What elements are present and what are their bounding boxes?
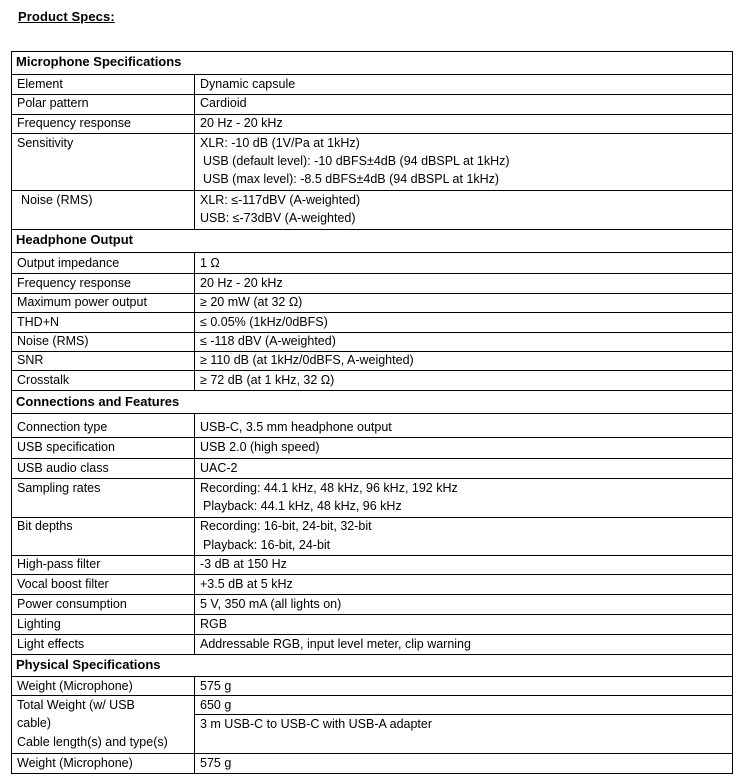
spec-value-line: USB: ≤-73dBV (A-weighted) [200, 211, 356, 225]
spec-value-line: XLR: -10 dB (1V/Pa at 1kHz) [200, 136, 360, 150]
spec-label: Output impedance [17, 256, 120, 270]
row-divider [11, 312, 733, 313]
row-divider [11, 773, 733, 774]
spec-label: Frequency response [17, 276, 131, 290]
row-divider [194, 714, 733, 715]
spec-value: +3.5 dB at 5 kHz [200, 577, 293, 591]
spec-value-line: Recording: 16-bit, 24-bit, 32-bit [200, 519, 372, 533]
spec-label: USB specification [17, 440, 115, 454]
spec-label-line: Total Weight (w/ USB [17, 698, 135, 712]
row-divider [11, 555, 733, 556]
spec-label: Noise (RMS) [21, 193, 93, 207]
row-divider [11, 437, 733, 438]
spec-value-line: XLR: ≤-117dBV (A-weighted) [200, 193, 361, 207]
row-divider [11, 695, 733, 696]
spec-label: Weight (Microphone) [17, 679, 133, 693]
spec-label: Lighting [17, 617, 61, 631]
spec-label: Sensitivity [17, 136, 74, 150]
section-title-connections: Connections and Features [16, 394, 180, 409]
spec-value: 575 g [200, 756, 232, 770]
row-divider [11, 332, 733, 333]
column-divider [194, 413, 195, 654]
spec-label: Bit depths [17, 519, 73, 533]
spec-label: SNR [17, 353, 44, 367]
spec-label: Light effects [17, 637, 85, 651]
row-divider [11, 634, 733, 635]
spec-label: Sampling rates [17, 481, 101, 495]
spec-value: ≤ -118 dBV (A-weighted) [200, 334, 336, 348]
spec-value: RGB [200, 617, 228, 631]
spec-label: Element [17, 77, 63, 91]
column-divider [194, 676, 195, 773]
spec-value: 3 m USB-C to USB-C with USB-A adapter [200, 717, 433, 731]
spec-value: 5 V, 350 mA (all lights on) [200, 597, 342, 611]
spec-value: ≥ 72 dB (at 1 kHz, 32 Ω) [200, 373, 335, 387]
row-divider [11, 517, 733, 518]
spec-value: ≤ 0.05% (1kHz/0dBFS) [200, 315, 328, 329]
spec-value: -3 dB at 150 Hz [200, 557, 287, 571]
row-divider [11, 654, 733, 655]
row-divider [11, 74, 733, 75]
row-divider [11, 229, 733, 230]
row-divider [11, 458, 733, 459]
spec-label: Cable length(s) and type(s) [17, 735, 168, 749]
spec-value-line: USB (max level): -8.5 dBFS±4dB (94 dBSPL at 1kHz) [203, 172, 500, 186]
spec-value: 650 g [200, 698, 232, 712]
row-divider [11, 273, 733, 274]
spec-value: Cardioid [200, 96, 247, 110]
spec-label: Connection type [17, 420, 108, 434]
spec-label: USB audio class [17, 461, 109, 475]
spec-label: Power consumption [17, 597, 127, 611]
row-divider [11, 676, 733, 677]
spec-value: 575 g [200, 679, 232, 693]
row-divider [11, 574, 733, 575]
spec-label: Polar pattern [17, 96, 89, 110]
row-divider [11, 478, 733, 479]
row-divider [11, 51, 733, 52]
spec-label: Vocal boost filter [17, 577, 109, 591]
spec-value: USB-C, 3.5 mm headphone output [200, 420, 392, 434]
row-divider [11, 252, 733, 253]
table-border-left [11, 51, 12, 773]
row-divider [11, 413, 733, 414]
row-divider [11, 614, 733, 615]
row-divider [11, 370, 733, 371]
row-divider [11, 190, 733, 191]
row-divider [11, 133, 733, 134]
spec-label: Frequency response [17, 116, 131, 130]
spec-value-line: Playback: 44.1 kHz, 48 kHz, 96 kHz [203, 499, 402, 513]
spec-value: Dynamic capsule [200, 77, 296, 91]
spec-value: UAC-2 [200, 461, 238, 475]
table-border-right [732, 51, 733, 773]
section-title-physical: Physical Specifications [16, 657, 161, 672]
row-divider [11, 293, 733, 294]
spec-value: 1 Ω [200, 256, 220, 270]
section-title-microphone: Microphone Specifications [16, 54, 182, 69]
spec-label: Maximum power output [17, 295, 147, 309]
spec-value: ≥ 20 mW (at 32 Ω) [200, 295, 303, 309]
spec-label: High-pass filter [17, 557, 101, 571]
section-title-headphone: Headphone Output [16, 232, 133, 247]
spec-value: ≥ 110 dB (at 1kHz/0dBFS, A-weighted) [200, 353, 414, 367]
row-divider [11, 351, 733, 352]
spec-value-line: Playback: 16-bit, 24-bit [203, 538, 331, 552]
spec-value: 20 Hz - 20 kHz [200, 276, 283, 290]
spec-value-line: Recording: 44.1 kHz, 48 kHz, 96 kHz, 192 kHz [200, 481, 458, 495]
spec-label: Noise (RMS) [17, 334, 89, 348]
row-divider [11, 594, 733, 595]
row-divider [11, 390, 733, 391]
row-divider [11, 94, 733, 95]
row-divider [11, 114, 733, 115]
row-divider [11, 753, 733, 754]
spec-label: Weight (Microphone) [17, 756, 133, 770]
spec-label-line: cable) [17, 716, 52, 730]
spec-value: Addressable RGB, input level meter, clip warning [200, 637, 471, 651]
spec-value: 20 Hz - 20 kHz [200, 116, 283, 130]
spec-value-line: USB (default level): -10 dBFS±4dB (94 dBSPL at 1kHz) [203, 154, 510, 168]
column-divider [194, 74, 195, 229]
page-title: Product Specs: [18, 9, 115, 24]
spec-label: THD+N [17, 315, 60, 329]
spec-value: USB 2.0 (high speed) [200, 440, 320, 454]
spec-label: Crosstalk [17, 373, 70, 387]
